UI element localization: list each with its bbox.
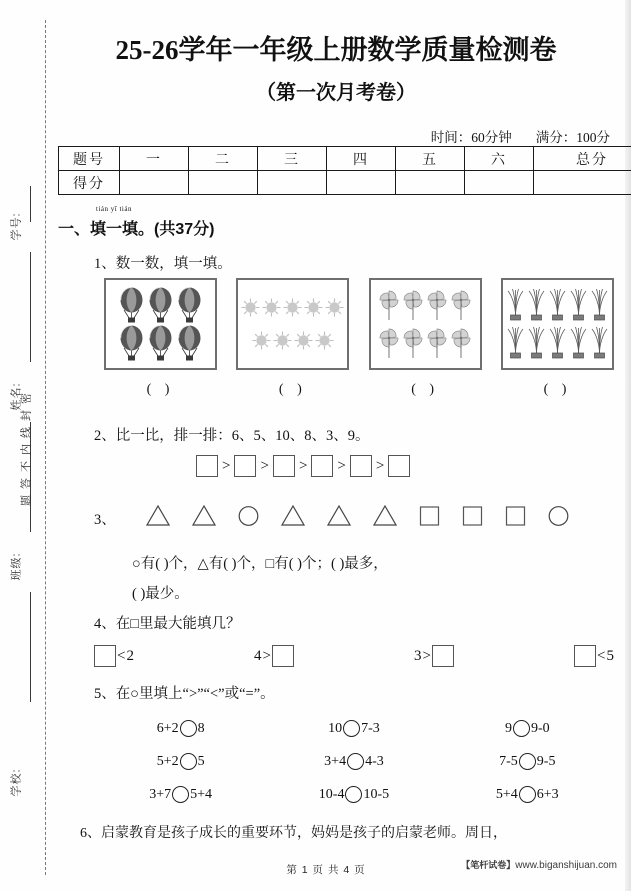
q5-row-2 (94, 745, 614, 778)
potted-plant-icon (548, 288, 567, 322)
triangle-icon (146, 505, 170, 526)
score-table (58, 146, 631, 195)
potted-plant-icon (569, 288, 588, 322)
potted-plant-icon (569, 326, 588, 360)
answer-circle-1-1[interactable] (180, 720, 197, 737)
sun-burst-icon (252, 331, 271, 350)
question-6-text (80, 822, 507, 842)
question-2-text (94, 424, 370, 445)
score-table-col-total: 总分 (534, 147, 631, 171)
sun-burst-icon (304, 298, 323, 317)
greater-than-operator: > (375, 457, 385, 474)
potted-plant-icon (548, 326, 567, 360)
q5-right-2-1: 5 (197, 753, 205, 769)
hot-air-balloon-icon (147, 287, 174, 323)
q5-right-1-3: 9-0 (530, 720, 550, 736)
q5-right-2-3: 9-5 (536, 753, 556, 769)
q4-value-3: 3 (414, 647, 422, 664)
page-subtitle: （第一次月考卷） (256, 82, 416, 104)
q4-operator-1: < (117, 647, 126, 664)
answer-box-4[interactable] (311, 455, 333, 477)
plant-row-1 (506, 288, 609, 322)
q4-item-3 (414, 645, 454, 667)
score-table-col-2: 二 (189, 147, 258, 171)
q4-value-2: 4 (254, 647, 262, 664)
pinwheel-icon (450, 289, 472, 321)
q5-left-1-2: 10 (328, 720, 343, 736)
answer-box-6[interactable] (388, 455, 410, 477)
question-2-prompt: 比一比，排一排：6、5、10、8、3、9。 (115, 428, 370, 444)
q5-item-3-3 (441, 786, 614, 803)
answer-blank-suns[interactable]: ( ) (278, 382, 307, 397)
question-6-prompt: 启蒙教育是孩子成长的重要环节，妈妈是孩子的启蒙老师。周日， (101, 826, 507, 841)
score-cell-5[interactable] (396, 171, 465, 195)
question-5-prompt: 在○里填上“>”“<”或“=”。 (115, 686, 275, 702)
question-4-text (94, 612, 241, 633)
seal-phrase-char-7: 题 (20, 495, 33, 506)
answer-box-5[interactable] (350, 455, 372, 477)
plant-row-2 (506, 326, 609, 360)
pinwheel-icon (450, 327, 472, 359)
hot-air-balloon-icon (176, 325, 203, 361)
score-table-row-header-2: 得分 (59, 171, 120, 195)
section-name: 填一填 (90, 221, 139, 238)
score-cell-2[interactable] (189, 171, 258, 195)
answer-circle-2-3[interactable] (519, 753, 536, 770)
answer-box-1[interactable] (196, 455, 218, 477)
question-2-box-sequence (196, 455, 410, 477)
question-5-grid (94, 712, 614, 811)
exam-content (56, 0, 625, 891)
q5-left-3-1: 3+7 (149, 786, 172, 802)
pinwheel-icon (402, 327, 424, 359)
q5-item-2-3 (441, 753, 614, 770)
section-pinyin: tián yī tián (96, 205, 132, 213)
seal-rule-2 (30, 252, 31, 362)
sun-row-2 (241, 331, 344, 350)
question-1-prompt: 数一数，填一填。 (115, 256, 232, 272)
potted-plant-icon (527, 288, 546, 322)
answer-circle-3-3[interactable] (519, 786, 536, 803)
question-3-shape-row (146, 505, 569, 526)
sun-burst-icon (283, 298, 302, 317)
seal-phrase-char-4: 内 (20, 444, 33, 455)
triangle-icon (192, 505, 216, 526)
q5-right-1-2: 7-3 (361, 720, 380, 736)
potted-plant-icon (506, 326, 525, 360)
score-cell-6[interactable] (465, 171, 534, 195)
sun-burst-icon (241, 298, 260, 317)
potted-plant-icon (527, 326, 546, 360)
section-points: 。(共37分) (138, 221, 215, 238)
answer-circle-3-2[interactable] (345, 786, 362, 803)
triangle-icon (281, 505, 305, 526)
pinwheel-row-1 (374, 289, 477, 321)
answer-blank-balloons[interactable]: ( ) (146, 382, 175, 397)
potted-plant-icon (506, 288, 525, 322)
q5-right-3-2: 10-5 (363, 786, 390, 802)
answer-circle-1-3[interactable] (513, 720, 530, 737)
seal-phrase-char-1: 密 (20, 393, 33, 404)
section-name-ruby (90, 205, 139, 239)
page-indicator: 第 1 页 共 4 页 (286, 864, 366, 876)
q5-right-1-1: 8 (197, 720, 205, 736)
q5-left-3-3: 5+4 (495, 786, 518, 802)
seal-rule-1 (30, 186, 31, 222)
seal-field-school: 学校: (10, 768, 23, 797)
greater-than-operator: > (337, 457, 346, 474)
q4-operator-4: < (597, 647, 606, 664)
potted-plant-icon (590, 326, 609, 360)
square-icon (462, 505, 483, 526)
pinwheel-icon (402, 289, 424, 321)
question-6-number: 6、 (80, 826, 101, 841)
q4-operator-3: > (422, 647, 431, 664)
section-index: 一、 (58, 221, 91, 238)
greater-than-operator: > (222, 457, 231, 474)
answer-circle-2-1[interactable] (180, 753, 197, 770)
sun-row-1 (241, 298, 344, 317)
q5-row-3 (94, 778, 614, 811)
q4-item-2 (254, 645, 294, 667)
question-3-line-2[interactable]: ( )最少。 (132, 586, 189, 602)
pinwheel-row-2 (374, 327, 477, 359)
seal-field-class: 班级: (10, 552, 23, 581)
q5-left-1-1: 6+2 (156, 720, 179, 736)
sun-burst-icon (262, 298, 281, 317)
circle-icon (238, 505, 259, 526)
score-table-col-3: 三 (258, 147, 327, 171)
q5-left-1-3: 9 (504, 720, 512, 736)
q5-item-2-2 (267, 753, 440, 770)
sun-burst-icon (325, 298, 344, 317)
q5-item-3-2 (267, 786, 440, 803)
q5-right-2-2: 4-3 (365, 753, 384, 769)
score-table-row-header-1: 题号 (59, 147, 120, 171)
score-table-col-1: 一 (120, 147, 189, 171)
answer-circle-3-1[interactable] (172, 786, 189, 803)
score-table-col-5: 五 (396, 147, 465, 171)
question-1-picture-row (104, 278, 614, 370)
table-row-scores (59, 171, 631, 195)
question-5-number: 5、 (94, 686, 116, 702)
seal-dashed-line (45, 20, 46, 875)
question-1-number: 1、 (94, 256, 116, 272)
picture-box-plants (501, 278, 614, 370)
answer-circle-2-2[interactable] (347, 753, 364, 770)
question-5-text (94, 682, 275, 703)
exam-meta (431, 126, 610, 146)
square-icon (419, 505, 440, 526)
q5-item-2-1 (94, 753, 267, 770)
answer-blank-plants[interactable]: ( ) (543, 382, 572, 397)
time-limit-label: 时间：60分钟 (430, 130, 512, 145)
seal-phrase-char-6: 答 (20, 478, 33, 489)
question-4-items (94, 645, 614, 667)
question-3-line-1[interactable]: ○有( )个，△有( )个，□有( )个；( )最多， (132, 556, 388, 572)
answer-box-q4-4[interactable] (574, 645, 596, 667)
watermark-brand: 【笔杆试卷】 (461, 860, 516, 870)
q5-left-2-2: 3+4 (324, 753, 347, 769)
q5-row-1 (94, 712, 614, 745)
balloon-row-2 (109, 325, 212, 361)
answer-box-q4-3[interactable] (432, 645, 454, 667)
pinwheel-icon (378, 289, 400, 321)
score-cell-4[interactable] (327, 171, 396, 195)
score-cell-1[interactable] (120, 171, 189, 195)
watermark (461, 858, 617, 871)
seal-sidebar (0, 0, 56, 891)
sun-burst-icon (294, 331, 313, 350)
score-table-col-6: 六 (465, 147, 534, 171)
q5-right-3-3: 6+3 (536, 786, 559, 802)
full-score-label: 满分：100分 (535, 130, 610, 145)
picture-box-suns (236, 278, 349, 370)
score-cell-3[interactable] (258, 171, 327, 195)
seal-phrase-char-2: 封 (20, 410, 33, 421)
question-1-answer-blanks (104, 382, 614, 398)
potted-plant-icon (590, 288, 609, 322)
seal-phrase (16, 390, 38, 509)
pinwheel-icon (378, 327, 400, 359)
picture-box-balloons (104, 278, 217, 370)
q5-right-3-1: 5+4 (190, 786, 213, 802)
pinwheel-icon (426, 289, 448, 321)
q4-value-4: 5 (606, 647, 614, 664)
answer-box-2[interactable] (234, 455, 256, 477)
hot-air-balloon-icon (176, 287, 203, 323)
question-2-number: 2、 (94, 428, 116, 444)
square-icon (505, 505, 526, 526)
seal-rule-4 (30, 592, 31, 702)
question-1-text (94, 252, 232, 273)
answer-box-q4-2[interactable] (272, 645, 294, 667)
picture-box-pinwheels (369, 278, 482, 370)
pinwheel-icon (426, 327, 448, 359)
q5-item-3-1 (94, 786, 267, 803)
q5-left-2-1: 5+2 (156, 753, 179, 769)
q5-left-2-3: 7-5 (499, 753, 518, 769)
section-heading-1 (58, 205, 215, 239)
question-4-prompt: 在□里最大能填几？ (115, 616, 241, 632)
q5-item-1-2 (267, 720, 440, 737)
q4-operator-2: > (262, 647, 271, 664)
page-right-edge (625, 0, 631, 891)
answer-blank-pinwheels[interactable]: ( ) (411, 382, 440, 397)
hot-air-balloon-icon (118, 287, 145, 323)
q5-item-1-3 (441, 720, 614, 737)
page-title: 25-26学年一年级上册数学质量检测卷 (115, 35, 557, 65)
hot-air-balloon-icon (118, 325, 145, 361)
q5-left-3-2: 10-4 (318, 786, 345, 802)
seal-field-name: 姓名: (10, 382, 23, 411)
answer-box-3[interactable] (273, 455, 295, 477)
answer-box-q4-1[interactable] (94, 645, 116, 667)
seal-phrase-char-3: 线 (20, 427, 33, 438)
greater-than-operator: > (298, 457, 308, 474)
seal-field-student-id: 学号: (10, 212, 23, 241)
table-row-question-numbers (59, 147, 631, 171)
question-3-number: 3、 (94, 512, 116, 528)
watermark-url: www.biganshijuan.com (515, 860, 617, 871)
q5-item-1-1 (94, 720, 267, 737)
score-cell-total[interactable] (534, 171, 631, 195)
answer-circle-1-2[interactable] (343, 720, 360, 737)
hot-air-balloon-icon (147, 325, 174, 361)
q4-value-1: 2 (126, 647, 134, 664)
q4-item-4 (574, 645, 614, 667)
greater-than-operator: > (260, 457, 269, 474)
sun-burst-icon (315, 331, 334, 350)
question-4-number: 4、 (94, 616, 116, 632)
triangle-icon (327, 505, 351, 526)
seal-phrase-char-5: 不 (20, 461, 33, 472)
balloon-row-1 (109, 287, 212, 323)
circle-icon (548, 505, 569, 526)
q4-item-1 (94, 645, 134, 667)
sun-burst-icon (273, 331, 292, 350)
score-table-col-4: 四 (327, 147, 396, 171)
triangle-icon (373, 505, 397, 526)
